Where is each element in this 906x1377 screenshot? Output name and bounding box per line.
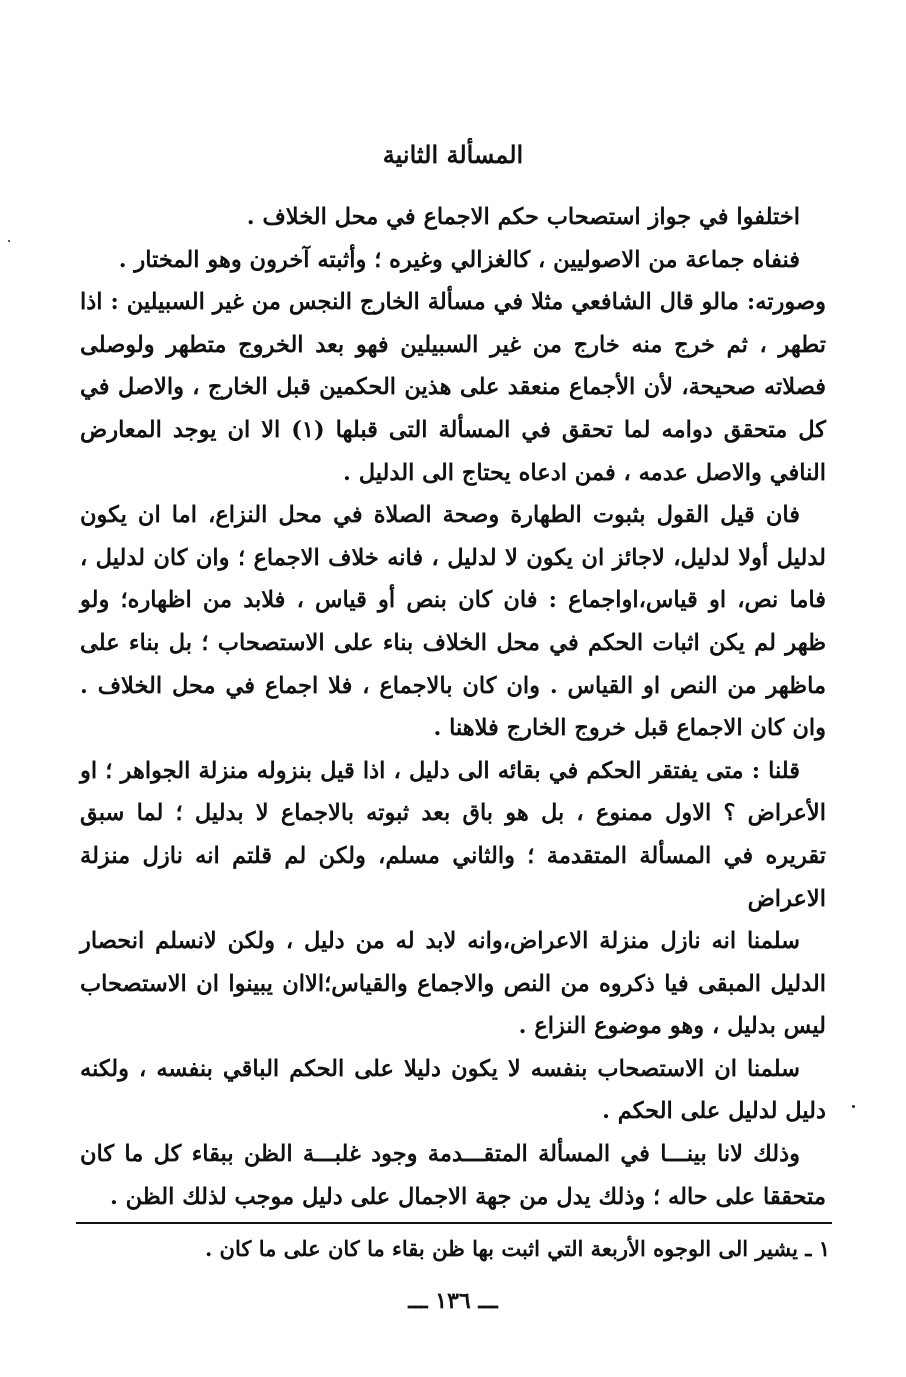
paragraph: وذلك لانا بينـــا في المسألة المتقـــدمة وجود غلبـــة الظن ببقاء كل ما كان متحققا على حاله ؛ وذلك يدل من جهة الاجمال على دليل موجب لذلك الظن .	[80, 1141, 826, 1210]
footnote: ١ ـ يشير الى الوجوه الأربعة التي اثبت بها ظن بقاء ما كان على ما كان .	[204, 1236, 830, 1261]
paragraph: سلمنا ان الاستصحاب بنفسه لا يكون دليلا على الحكم الباقي بنفسه ، ولكنه دليل لدليل على الحكم .	[80, 1055, 826, 1125]
section-heading: المسألة الثانية	[382, 140, 524, 169]
scan-speck	[8, 240, 10, 242]
paragraph: سلمنا انه نازل منزلة الاعراض،وانه لابد له من دليل ، ولكن لانسلم انحصار الدليل المبقى فيا ذكروه من النص والاجماع والقياس؛الاان يبينوا ان الاستصحاب ليس بدليل ، وهو موضوع النزاع .	[80, 928, 826, 1040]
paragraph: فنفاه جماعة من الاصوليين ، كالغزالي وغيره ؛ وأثبته آخرون وهو المختار .	[118, 246, 800, 273]
body-text	[80, 196, 826, 1218]
paragraph: اختلفوا في جواز استصحاب حكم الاجماع في محل الخلاف .	[246, 204, 800, 230]
paragraph: وصورته: مالو قال الشافعي مثلا في مسألة الخارج النجس من غير السبيلين : اذا تطهر ، ثم خرج منه خارج من غير السبيلين فهو بعد الخروج متطهر ولوصلى فصلاته صحيحة، لأن الأجماع منعقد على هذين الحكمين قبل الخارج ، والاصل في كل متحقق دوامه لما تحقق في المسألة التى قبلها (١) الا ان يوجد المعارض النافي والاصل عدمه ، فمن ادعاه يحتاج الى الدليل .	[80, 289, 826, 486]
footnote-divider	[76, 1222, 832, 1224]
page-number: ـــ ١٣٦ ـــ	[408, 1288, 498, 1314]
paragraph: قلنا : متى يفتقر الحكم في بقائه الى دليل ، اذا قيل بنزوله منزلة الجواهر ؛ او الأعراض ؟ الاول ممنوع ، بل هو باق بعد ثبوته بالاجماع لا بدليل ؛ لما سبق تقريره في المسألة المتقدمة ؛ والثاني مسلم، ولكن لم قلتم انه نازل منزلة الاعراض	[80, 757, 826, 912]
scan-speck	[852, 1105, 855, 1108]
paragraph: فان قيل القول بثبوت الطهارة وصحة الصلاة في محل النزاع، اما ان يكون لدليل أولا لدليل، لاجائز ان يكون لا لدليل ، فانه خلاف الاجماع ؛ وان كان لدليل ، فاما نص، او قياس،اواجماع : فان كان بنص أو قياس ، فلابد من اظهاره؛ ولو ظهر لم يكن اثبات الحكم في محل الخلاف بناء على الاستصحاب ؛ بل بناء على ماظهر من النص او القياس . وان كان بالاجماع ، فلا اجماع في محل الخلاف . وان كان الاجماع قبل خروج الخارج فلاهنا .	[80, 502, 826, 742]
